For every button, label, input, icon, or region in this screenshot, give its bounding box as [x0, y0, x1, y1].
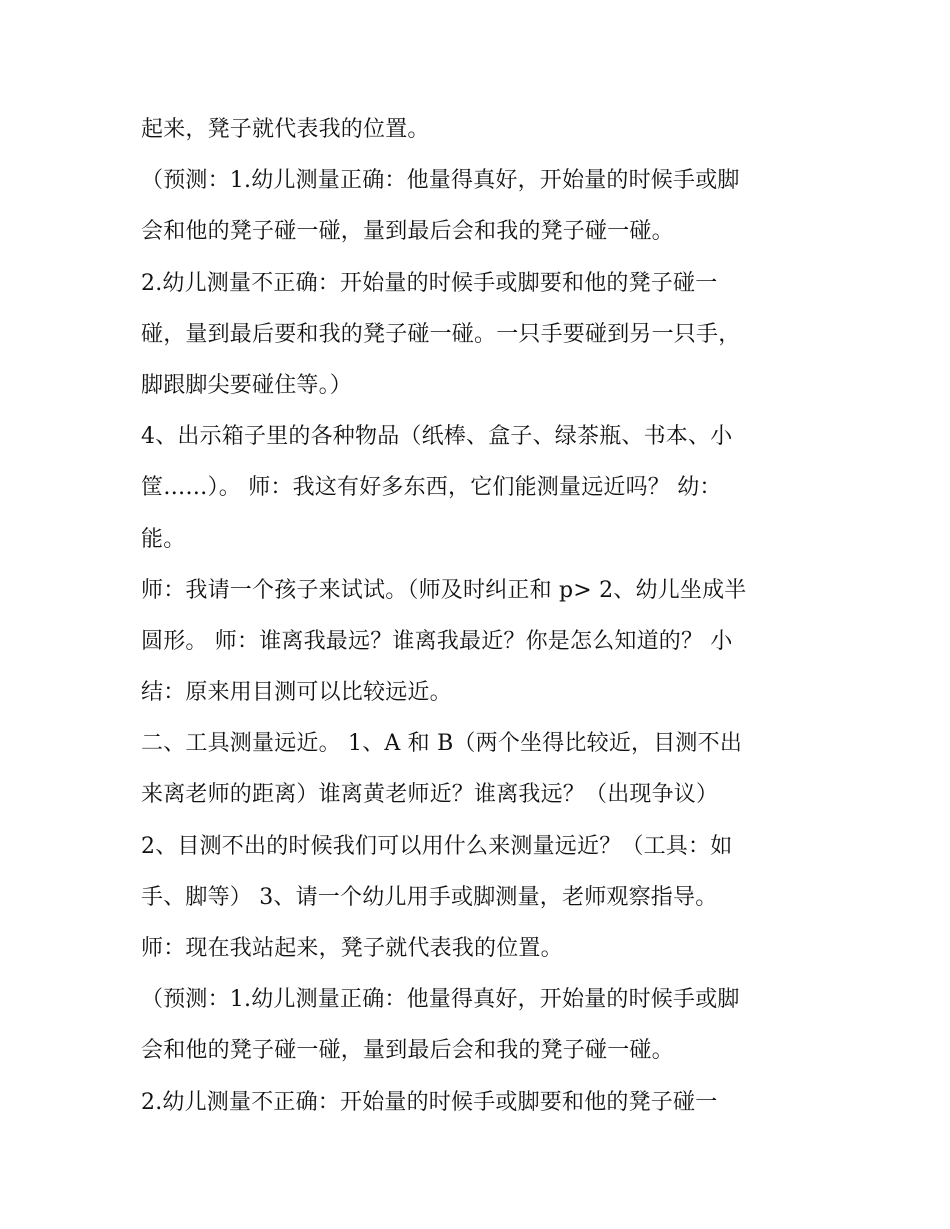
- text-line: 师：我请一个孩子来试试。（师及时纠正和 p> 2、幼儿坐成半: [141, 577, 747, 603]
- text-line: 4、出示箱子里的各种物品（纸棒、盒子、绿茶瓶、书本、小: [141, 424, 733, 450]
- text-line: 起来，凳子就代表我的位置。: [141, 117, 430, 142]
- text-line: 筐……）。 师：我这有好多东西，它们能测量远近吗？ 幼：: [141, 475, 722, 501]
- text-line: 师：现在我站起来，凳子就代表我的位置。: [141, 936, 563, 961]
- text-line: （预测：1.幼儿测量正确：他量得真好，开始量的时候手或脚: [141, 168, 740, 194]
- document-body: [141, 104, 821, 1128]
- text-line: 会和他的凳子碰一碰，量到最后会和我的凳子碰一碰。: [141, 219, 674, 245]
- text-line: 手、脚等） 3、请一个幼儿用手或脚测量，老师观察指导。: [141, 884, 718, 910]
- text-line: 能。: [141, 526, 186, 552]
- text-line: 结：原来用目测可以比较远近。: [141, 680, 452, 706]
- text-line: 会和他的凳子碰一碰，量到最后会和我的凳子碰一碰。: [141, 1038, 674, 1064]
- text-line: 2.幼儿测量不正确：开始量的时候手或脚要和他的凳子碰一: [141, 1089, 718, 1115]
- text-line: 碰，量到最后要和我的凳子碰一碰。一只手要碰到另一只手，: [141, 321, 741, 347]
- text-line: 2.幼儿测量不正确：开始量的时候手或脚要和他的凳子碰一: [141, 270, 718, 296]
- text-line: 来离老师的距离）谁离黄老师近？谁离我远？（出现争议）: [141, 782, 719, 808]
- text-line: 脚跟脚尖要碰住等。）: [141, 372, 353, 398]
- text-line: 2、目测不出的时候我们可以用什么来测量远近？（工具：如: [141, 833, 733, 859]
- text-line: （预测：1.幼儿测量正确：他量得真好，开始量的时候手或脚: [141, 987, 740, 1013]
- text-line: 二、工具测量远近。 1、A 和 B（两个坐得比较近，目测不出: [141, 731, 743, 757]
- text-line: 圆形。 师：谁离我最远？谁离我最近？你是怎么知道的？ 小: [141, 628, 733, 654]
